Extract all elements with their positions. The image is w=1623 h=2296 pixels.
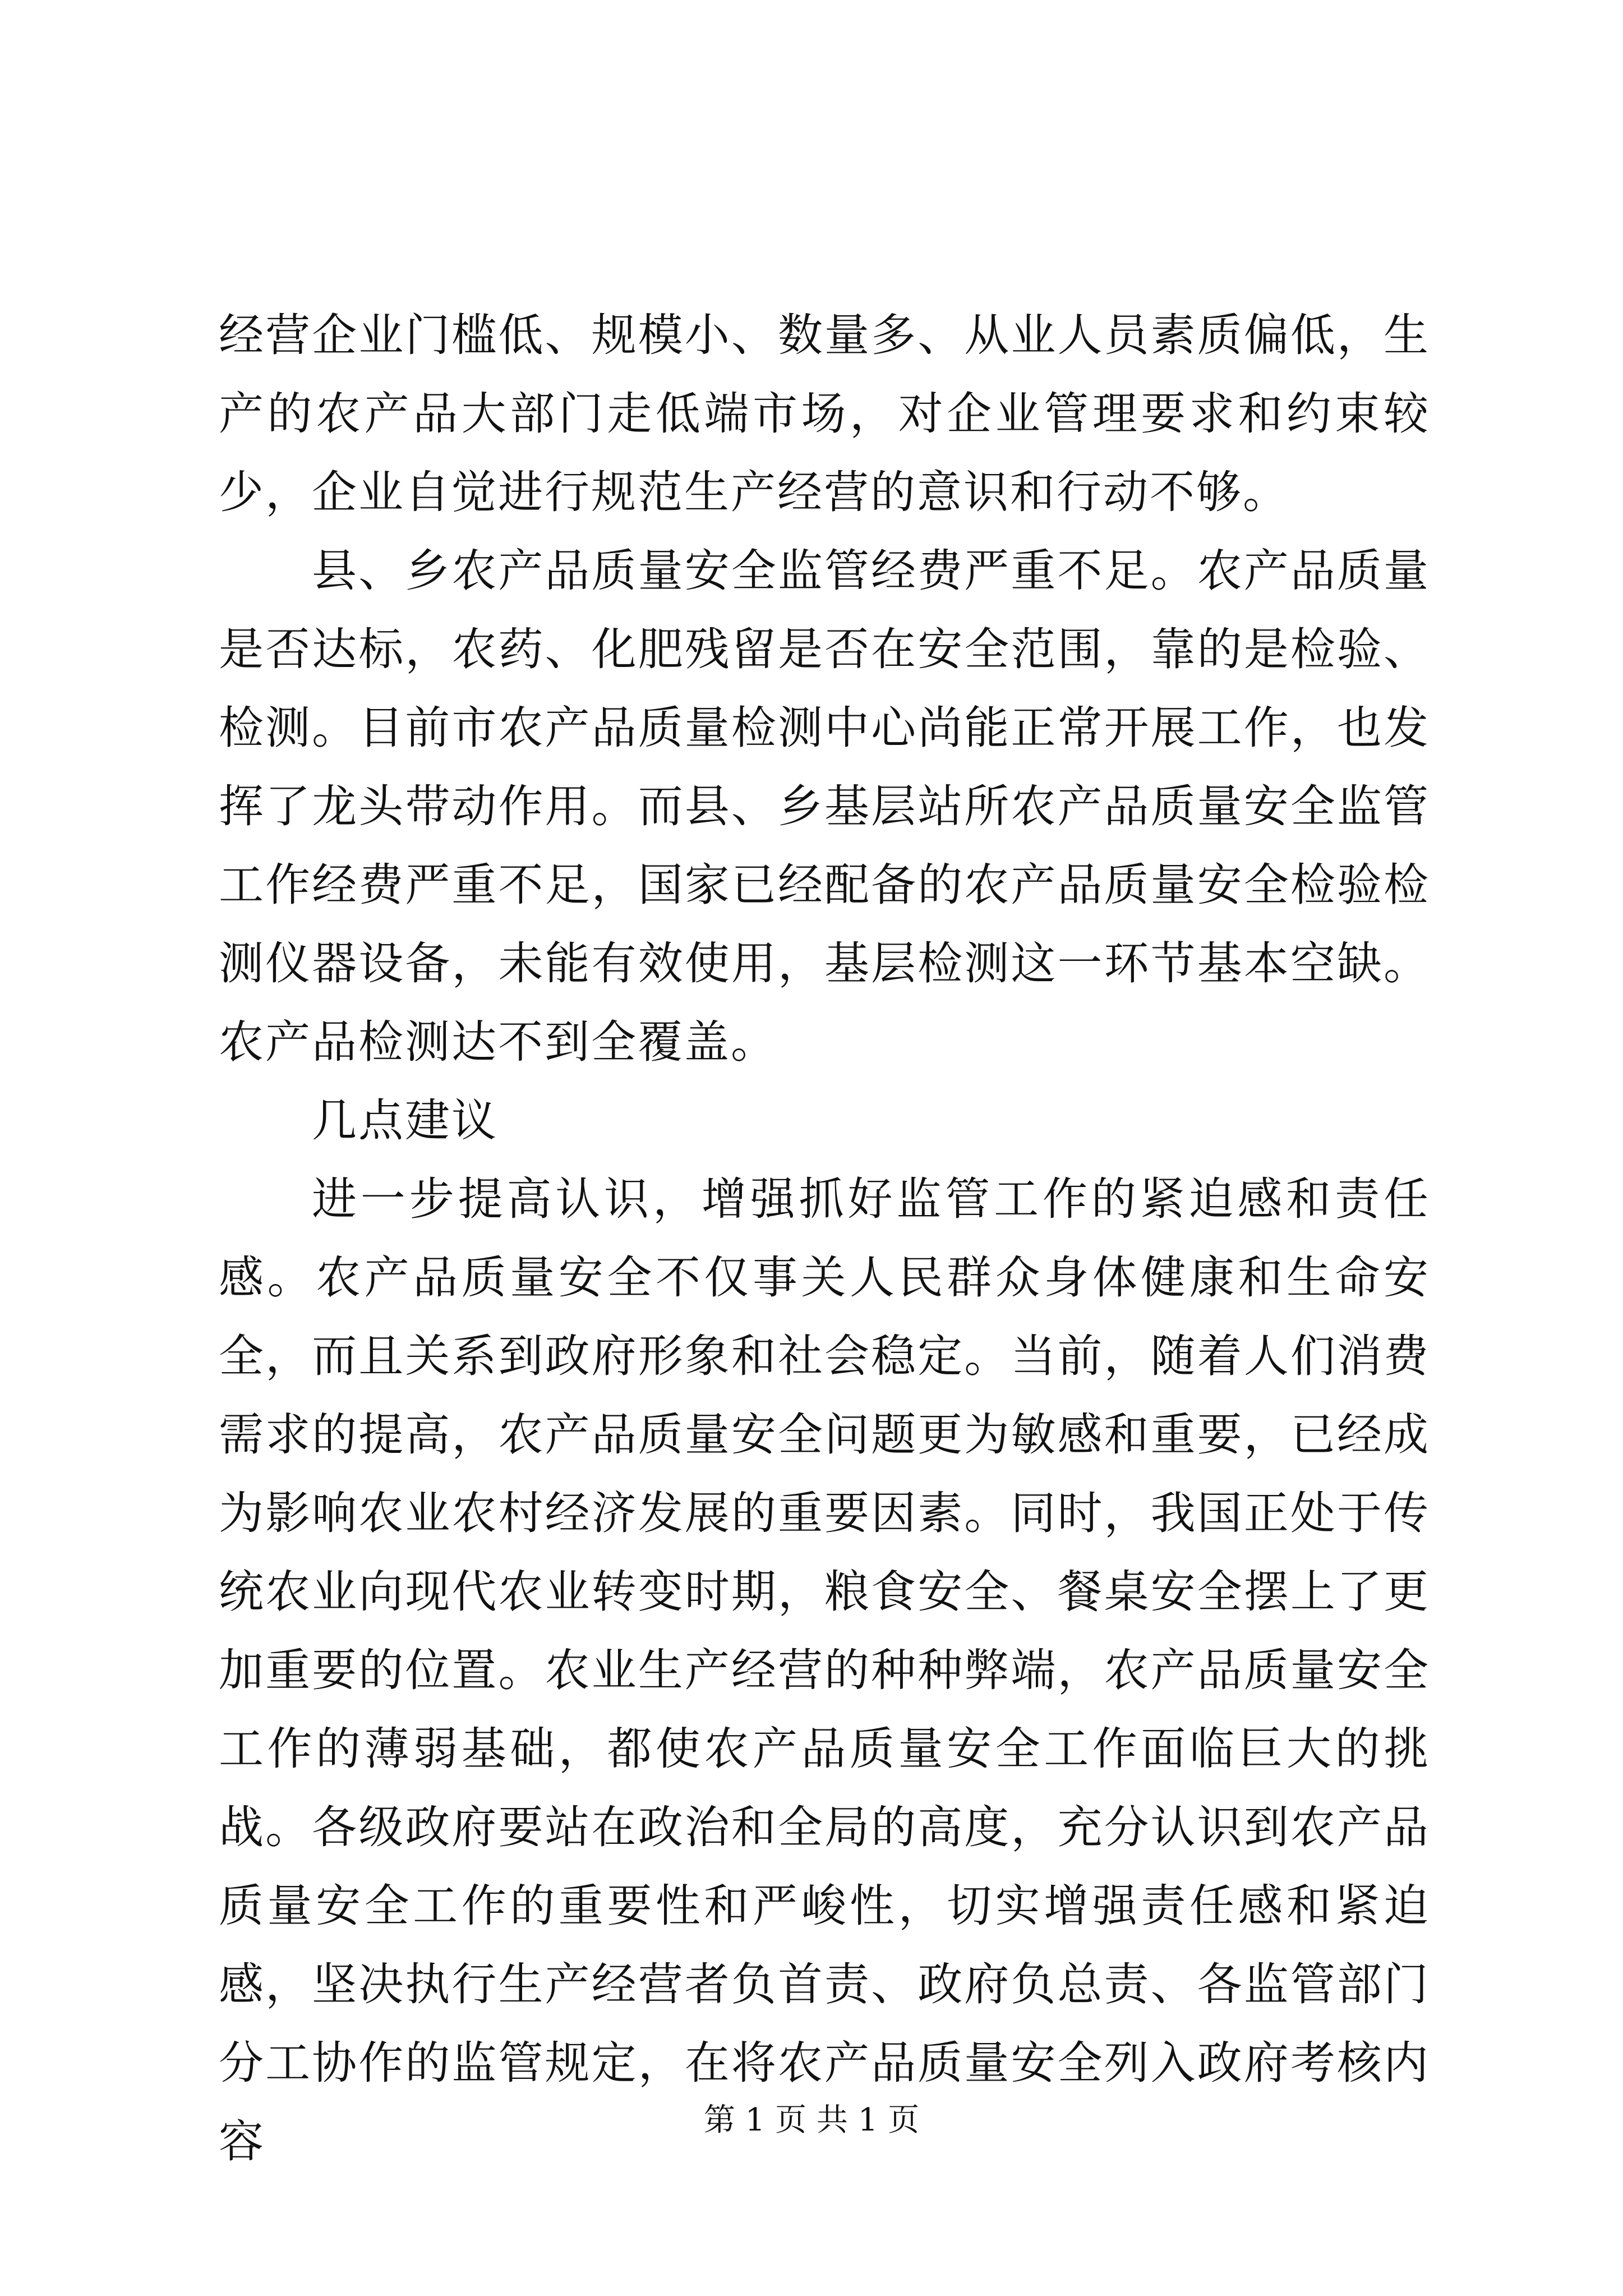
paragraph-raise-awareness: 进一步提高认识，增强抓好监管工作的紧迫感和责任感。农产品质量安全不仅事关人民群众身体健康和生命安全，而且关系到政府形象和社会稳定。当前，随着人们消费需求的提高，农产品质量安全问题更为敏感和重要，已经成为影响农业农村经济发展的重要因素。同时，我国正处于传统农业向现代农业转变时期，粮食安全、餐桌安全摆上了更加重要的位置。农业生产经营的种种弊端，农产品质量安全工作的薄弱基础，都使农产品质量安全工作面临巨大的挑战。各级政府要站在政治和全局的高度，充分认识到农产品质量安全工作的重要性和严峻性，切实增强责任感和紧迫感，坚决执行生产经营者负首责、政府负总责、各监管部门分工协作的监管规定，在将农产品质量安全列入政府考核内容 xyxy=(219,1173,1430,2168)
page-footer: 第 1 页 共 1 页 xyxy=(703,2102,920,2138)
paragraph-funding-shortage: 县、乡农产品质量安全监管经费严重不足。农产品质量是否达标，农药、化肥残留是否在安全范围，靠的是检验、检测。目前市农产品质量检测中心尚能正常开展工作，也发挥了龙头带动作用。而县、乡基层站所农产品质量安全监管工作经费严重不足，国家已经配备的农产品质量安全检验检测仪器设备，未能有效使用，基层检测这一环节基本空缺。农产品检测达不到全覆盖。 xyxy=(219,545,1430,1068)
document-body xyxy=(219,296,1430,2181)
paragraph-continuation: 经营企业门槛低、规模小、数量多、从业人员素质偏低，生产的农产品大部门走低端市场，对企业管理要求和约束较少，企业自觉进行规范生产经营的意识和行动不够。 xyxy=(219,309,1430,518)
section-heading-suggestions: 几点建议 xyxy=(312,1094,498,1147)
